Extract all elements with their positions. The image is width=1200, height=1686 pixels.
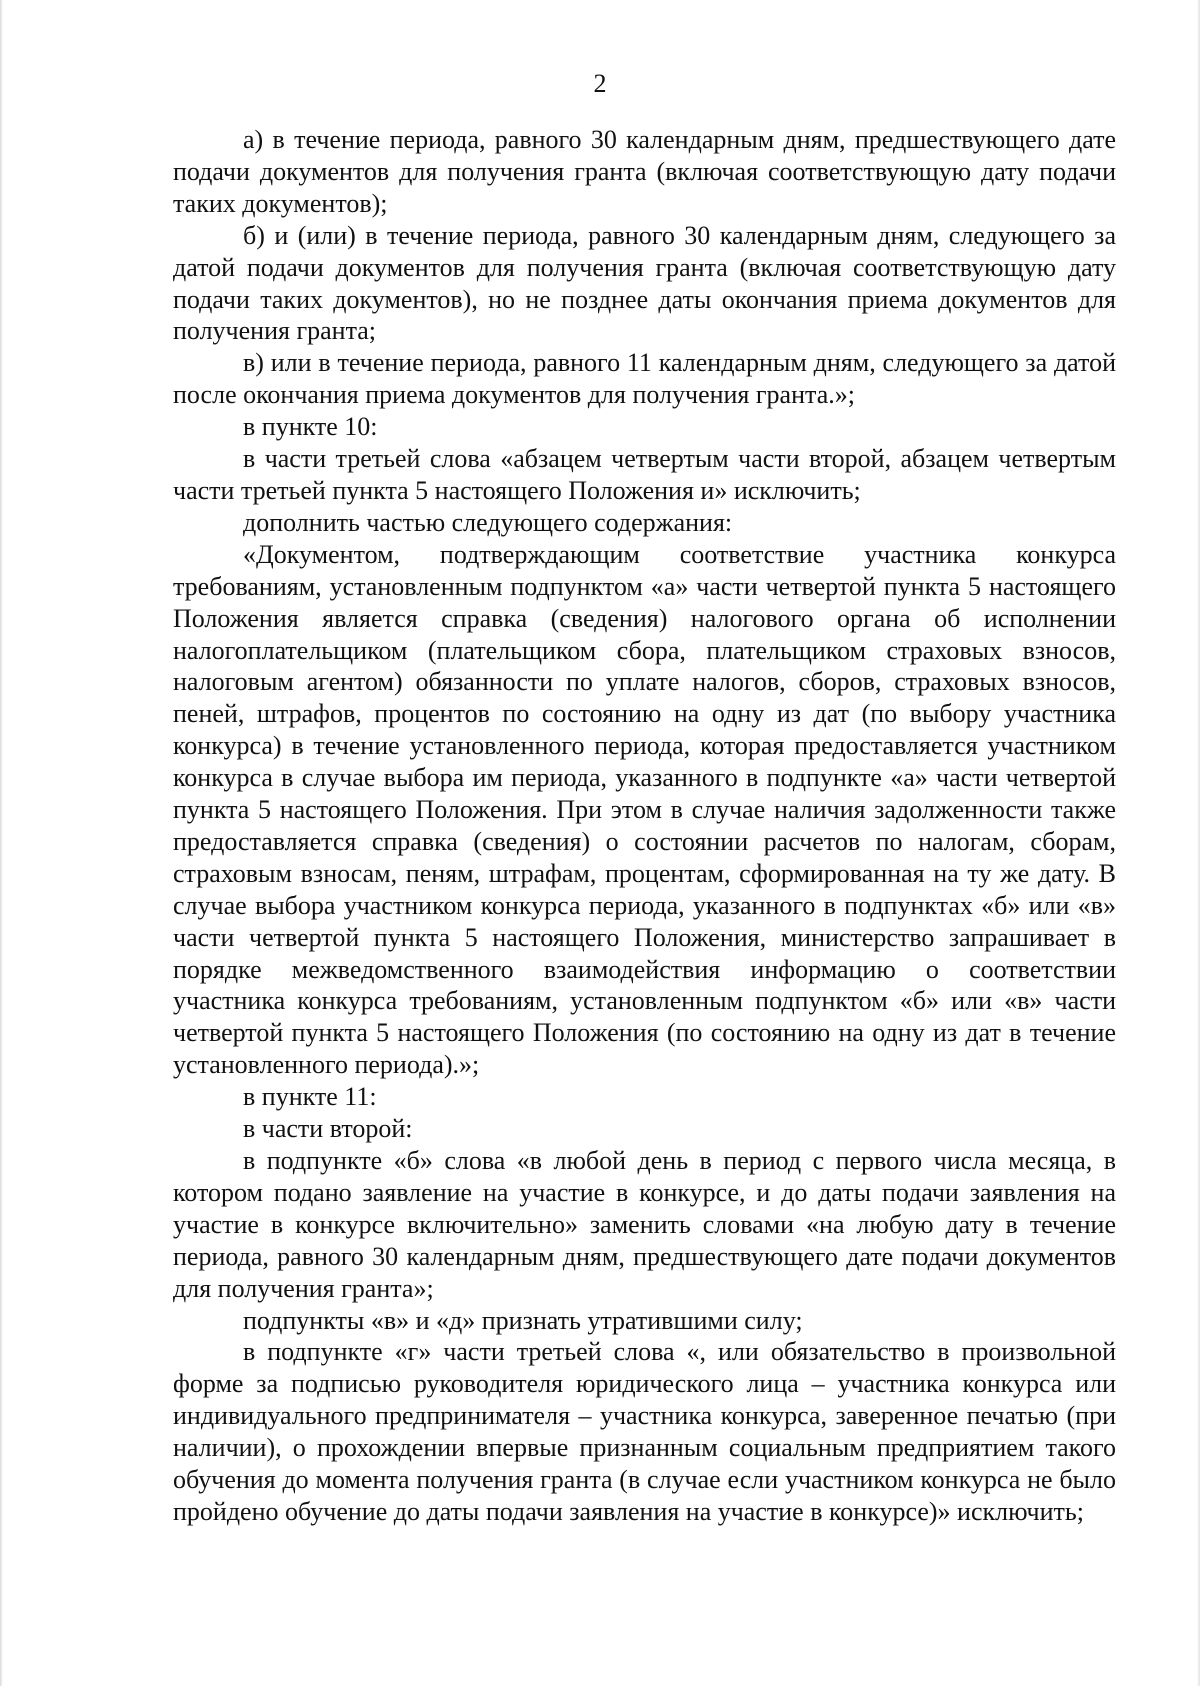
paragraph-point-11-subitem-g: в подпункте «г» части третьей слова «, или обязательство в произвольной форме за подписью руководителя юридического лица – участника конкурса или индивидуального предпринимателя – участника конкурса, заверенное печатью (при наличии), о прохождении впервые признанным социальным предприятием такого обучения до момента получения гранта (в случае если участником конкурса не было пройдено обучение до даты подачи заявления на участие в конкурсе)» исключить; [173,1337,1116,1526]
paragraph-point-11-part-2: в части второй: [243,1114,413,1144]
paragraph-point-10-new-part: «Документом, подтверждающим соответствие участника конкурса требованиям, установленным подпунктом «а» части четвертой пункта 5 настоящего Положения является справка (сведения) налогового органа об исполнении налогоплательщиком (плательщиком сбора, плательщиком страховых взносов, налоговым агентом) обязанности по уплате налогов, сборов, страховых взносов, пеней, штрафов, процентов по состоянию на одну из дат (по выбору участника конкурса) в течение установленного периода, которая предоставляется участником конкурса в случае выбора им периода, указанного в подпункте «а» части четвертой пункта 5 настоящего Положения. При этом в случае наличия задолженности также предоставляется справка (сведения) о состоянии расчетов по налогам, сборам, страховым взносам, пеням, штрафам, процентам, сформированная на ту же дату. В случае выбора участником конкурса периода, указанного в подпунктах «б» или «в» части четвертой пункта 5 настоящего Положения, министерство запрашивает в порядке межведомственного взаимодействия информацию о соответствии участника конкурса требованиям, установленным подпунктом «б» или «в» части четвертой пункта 5 настоящего Положения (по состоянию на одну из дат в течение установленного периода).»; [173,539,1116,1080]
paragraph-point-11-subitem-b: в подпункте «б» слова «в любой день в период с первого числа месяца, в котором подано заявление на участие в конкурсе, и до даты подачи заявления на участие в конкурсе включительно» заменить словами «на любую дату в течение периода, равного 30 календарным дням, предшествующего дате подачи документов для получения гранта»; [173,1146,1116,1303]
document-body [173,124,1116,1528]
scan-edge-left [0,0,3,1686]
page-number: 2 [593,69,607,98]
paragraph-subitem-b: б) и (или) в течение периода, равного 30 календарным дням, следующего за датой подачи документов для получения гранта (включая соответствующую дату подачи таких документов), но не позднее даты окончания приема документов для получения гранта; [173,220,1116,346]
paragraph-point-10: в пункте 10: [243,412,378,442]
paragraph-point-11: в пункте 11: [243,1082,377,1112]
paragraph-point-10-add: дополнить частью следующего содержания: [243,507,733,537]
paragraph-subitem-v: в) или в течение периода, равного 11 календарным дням, следующего за датой после окончания приема документов для получения гранта.»; [173,348,1116,410]
paragraph-point-11-subitems-v-d: подпункты «в» и «д» признать утратившими силу; [243,1305,803,1335]
paragraph-point-10-part-3: в части третьей слова «абзацем четвертым части второй, абзацем четвертым части третьей пункта 5 настоящего Положения и» исключить; [173,444,1116,505]
paragraph-subitem-a: а) в течение периода, равного 30 календарным дням, предшествующего дате подачи документов для получения гранта (включая соответствующую дату подачи таких документов); [173,125,1116,218]
